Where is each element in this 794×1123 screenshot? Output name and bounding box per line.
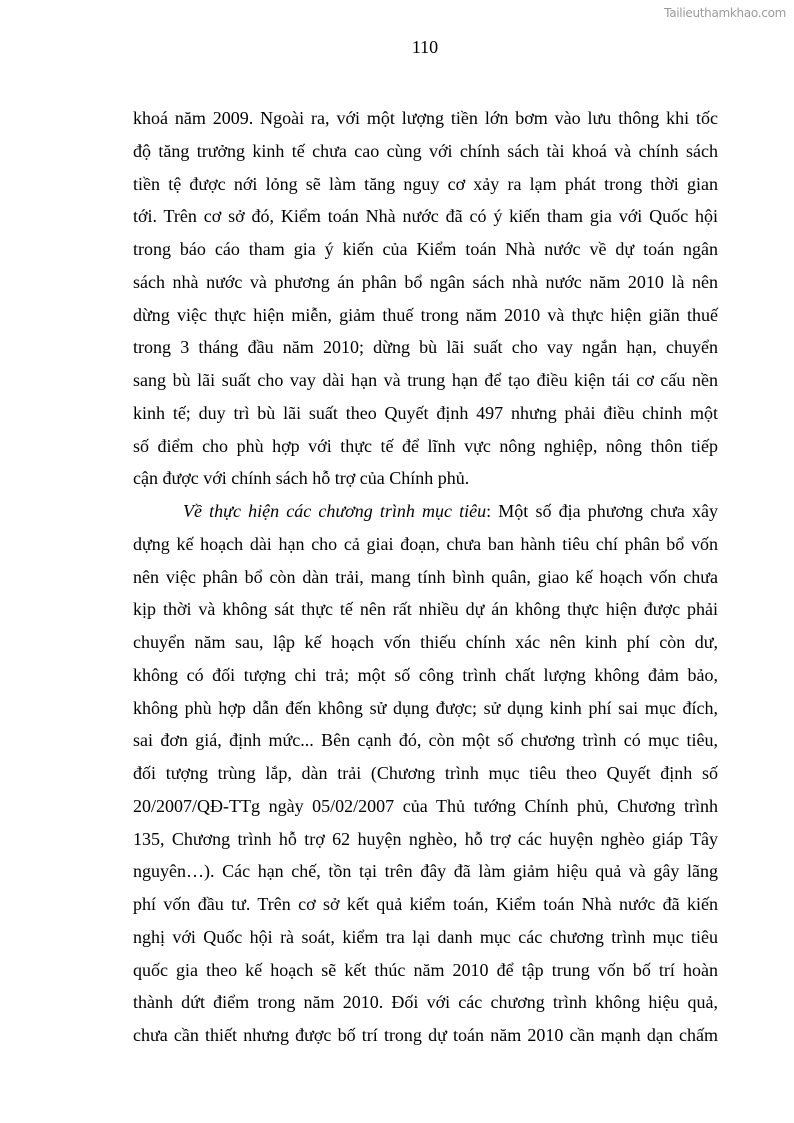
text-line: cận được với chính sách hỗ trợ của Chính phủ. [133,468,470,489]
text-line: tiền tệ được nới lỏng sẽ làm tăng nguy cơ xảy ra lạm phát trong thời gian [133,173,718,194]
page-number: 110 [411,37,439,57]
text-line: nên việc phân bổ còn dàn trải, mang tính bình quân, giao kế hoạch vốn chưa [133,566,718,587]
text-line: chuyển năm sau, lập kế hoạch vốn thiếu chính xác nên kinh phí còn dư, [133,632,718,652]
text-line: sách nhà nước và phương án phân bổ ngân sách nhà nước năm 2010 là nên [133,271,718,292]
text-line: kinh tế; duy trì bù lãi suất theo Quyết định 497 nhưng phải điều chỉnh một [133,402,718,423]
text-line: tới. Trên cơ sở đó, Kiểm toán Nhà nước đã có ý kiến tham gia với Quốc hội [133,206,718,227]
text-line: 20/2007/QĐ-TTg ngày 05/02/2007 của Thủ tướng Chính phủ, Chương trình [133,795,718,816]
text-line: thành dứt điểm trong năm 2010. Đối với các chương trình không hiệu quả, [133,992,718,1013]
text-line: dừng việc thực hiện miễn, giảm thuế trong năm 2010 và thực hiện giãn thuế [133,304,718,325]
text-line: quốc gia theo kế hoạch sẽ kết thúc năm 2010 để tập trung vốn bố trí hoàn [133,959,718,980]
text-line: trong 3 tháng đầu năm 2010; dừng bù lãi suất cho vay ngắn hạn, chuyển [133,337,718,358]
text-span: : Một số địa phương chưa xây [486,501,718,521]
text-line: độ tăng trưởng kinh tế chưa cao cùng với chính sách tài khoá và chính sách [133,140,718,161]
text-line: trong báo cáo tham gia ý kiến của Kiểm toán Nhà nước về dự toán ngân [133,239,718,259]
text-line: không phù hợp dẫn đến không sử dụng được; sử dụng kinh phí sai mục đích, [133,697,718,718]
text-line: chưa cần thiết nhưng được bố trí trong dự toán năm 2010 cần mạnh dạn chấm [133,1025,718,1045]
text-line: 135, Chương trình hỗ trợ 62 huyện nghèo, hỗ trợ các huyện nghèo giáp Tây [133,828,718,849]
text-line: sang bù lãi suất cho vay dài hạn và trung hạn để tạo điều kiện tái cơ cấu nền [133,370,718,390]
paragraph-2 [133,499,718,1056]
text-line: khoá năm 2009. Ngoài ra, với một lượng tiền lớn bơm vào lưu thông khi tốc [133,108,718,128]
text-line [133,499,718,532]
text-line: nguyên…). Các hạn chế, tồn tại trên đây đã làm giảm hiệu quả và gây lãng [133,861,718,882]
text-line: không có đối tượng chi trả; một số công trình chất lượng không đảm bảo, [133,664,718,685]
body-text [133,106,718,1056]
text-line: sai đơn giá, định mức... Bên cạnh đó, còn một số chương trình có mục tiêu, [133,730,718,751]
text-line: dựng kế hoạch dài hạn cho cả giai đoạn, chưa ban hành tiêu chí phân bổ vốn [133,533,718,554]
text-line: kịp thời và không sát thực tế nên rất nhiều dự án không thực hiện được phải [133,599,718,620]
text-line: đối tượng trùng lắp, dàn trải (Chương trình mục tiêu theo Quyết định số [133,763,718,783]
text-line: nghị với Quốc hội rà soát, kiểm tra lại danh mục các chương trình mục tiêu [133,926,718,947]
text-line: số điểm cho phù hợp với thực tế để lĩnh vực nông nghiệp, nông thôn tiếp [133,435,718,456]
text-line: phí vốn đầu tư. Trên cơ sở kết quả kiểm toán, Kiểm toán Nhà nước đã kiến [133,894,718,914]
paragraph-1 [133,106,718,499]
watermark: Tailieuthamkhao.com [664,6,786,20]
italic-heading: Về thực hiện các chương trình mục tiêu [183,501,487,521]
